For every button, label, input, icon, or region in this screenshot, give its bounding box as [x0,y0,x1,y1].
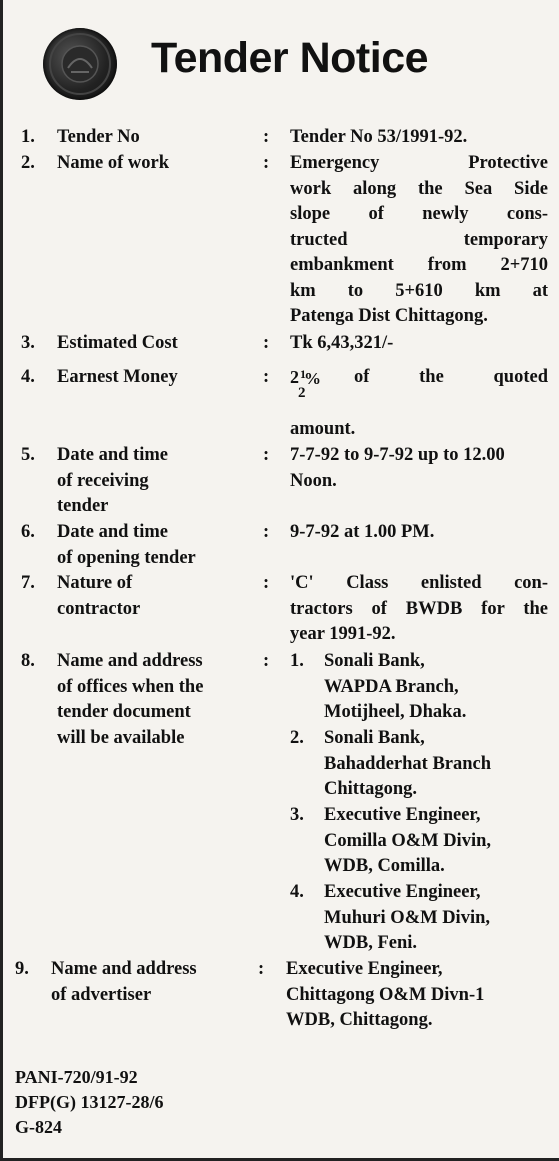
fraction-percent: % [304,369,321,388]
value-line: WDB, Chittagong. [286,1010,433,1030]
value-line: 7-7-92 to 9-7-92 up to 12.00 [290,445,505,465]
label-line: of offices when the [57,676,204,697]
label-line: Date and time [57,445,168,465]
item-colon: : [263,522,270,542]
government-seal-icon [43,28,117,100]
item-value [290,571,548,648]
fraction-denominator: 2 [298,385,306,401]
value-line: embankment from 2+710 [290,255,548,275]
value-line: slope of newly cons- [290,204,548,224]
office-line: Executive Engineer, [324,882,481,902]
office-line: WDB, Feni. [324,933,418,953]
office-address [324,880,548,957]
value-text: of the quoted [354,367,548,387]
item-value [290,443,548,494]
footer-code: G-824 [15,1117,62,1137]
fraction-numerator: 1 [300,367,306,381]
item-label [51,957,251,1008]
item-colon: : [263,651,270,671]
office-line: Sonali Bank, [324,651,425,671]
item-number: 7. [21,573,35,593]
item-label [57,649,257,751]
label-line: Nature of [57,573,133,593]
footer-code: PANI-720/91-92 [15,1067,138,1087]
item-label: Earnest Money [57,367,178,387]
item-colon: : [263,367,270,387]
item-number: 8. [21,651,35,671]
item-colon: : [263,153,270,173]
value-line: km to 5+610 km at [290,280,548,301]
item-value [290,151,548,330]
item-label [57,571,257,622]
footer-code: DFP(G) 13127-28/6 [15,1092,164,1112]
value-line: tructed temporary [290,229,548,250]
value-line: year 1991-92. [290,624,396,644]
office-number: 1. [290,651,304,671]
notice-title: Tender Notice [151,34,429,82]
item-value: Tk 6,43,321/- [290,333,394,353]
earnest-fraction [290,365,324,401]
label-line: Name and address [51,959,197,979]
item-colon: : [263,445,270,465]
office-line: Bahadderhat Branch [324,753,492,774]
item-colon: : [263,573,270,593]
fraction-whole: 2 [290,367,299,387]
item-value [290,365,548,443]
label-line: will be available [57,727,185,748]
office-line: Chittagong. [324,779,418,799]
office-number: 2. [290,728,304,748]
item-label: Estimated Cost [57,333,178,353]
value-line: Emergency Protective [290,153,548,173]
office-line: Executive Engineer, [324,805,481,825]
office-number: 3. [290,805,304,825]
item-label: Name of work [57,153,170,173]
label-line: of opening tender [57,547,196,568]
value-line: Chittagong O&M Divn-1 [286,984,485,1005]
office-line: Motijheel, Dhaka. [324,702,467,722]
value-line: 'C' Class enlisted con- [290,573,548,593]
label-line: contractor [57,598,141,619]
item-colon: : [263,333,270,353]
office-address [324,803,548,880]
office-address [324,649,548,726]
item-value [286,957,544,1034]
label-line: tender document [57,702,191,722]
office-address [324,726,548,803]
item-number: 6. [21,522,35,542]
publication-codes [15,1065,163,1140]
item-value: Tender No 53/1991-92. [290,127,468,147]
item-number: 3. [21,333,35,353]
item-label [57,520,257,571]
item-value: 9-7-92 at 1.00 PM. [290,522,435,542]
office-line: WDB, Comilla. [324,856,445,876]
label-line: Name and address [57,651,203,671]
item-colon: : [258,959,265,979]
item-label: Tender No [57,127,140,147]
value-line: Executive Engineer, [286,959,443,979]
item-number: 2. [21,153,35,173]
notice-header [3,0,559,120]
value-line: Noon. [290,470,337,491]
item-label [57,443,257,520]
office-line: Sonali Bank, [324,728,425,748]
office-line: WAPDA Branch, [324,676,459,697]
item-number: 4. [21,367,35,387]
office-number: 4. [290,882,304,902]
value-line: amount. [290,419,356,439]
item-colon: : [263,127,270,147]
value-line: tractors of BWDB for the [290,598,548,619]
label-line: of advertiser [51,984,152,1005]
value-line: Patenga Dist Chittagong. [290,306,488,326]
item-number: 5. [21,445,35,465]
label-line: Date and time [57,522,168,542]
item-number: 1. [21,127,35,147]
value-line: work along the Sea Side [290,178,548,199]
label-line: tender [57,496,109,516]
label-line: of receiving [57,470,149,491]
office-line: Comilla O&M Divin, [324,830,492,851]
office-line: Muhuri O&M Divin, [324,907,490,928]
item-number: 9. [15,959,29,979]
